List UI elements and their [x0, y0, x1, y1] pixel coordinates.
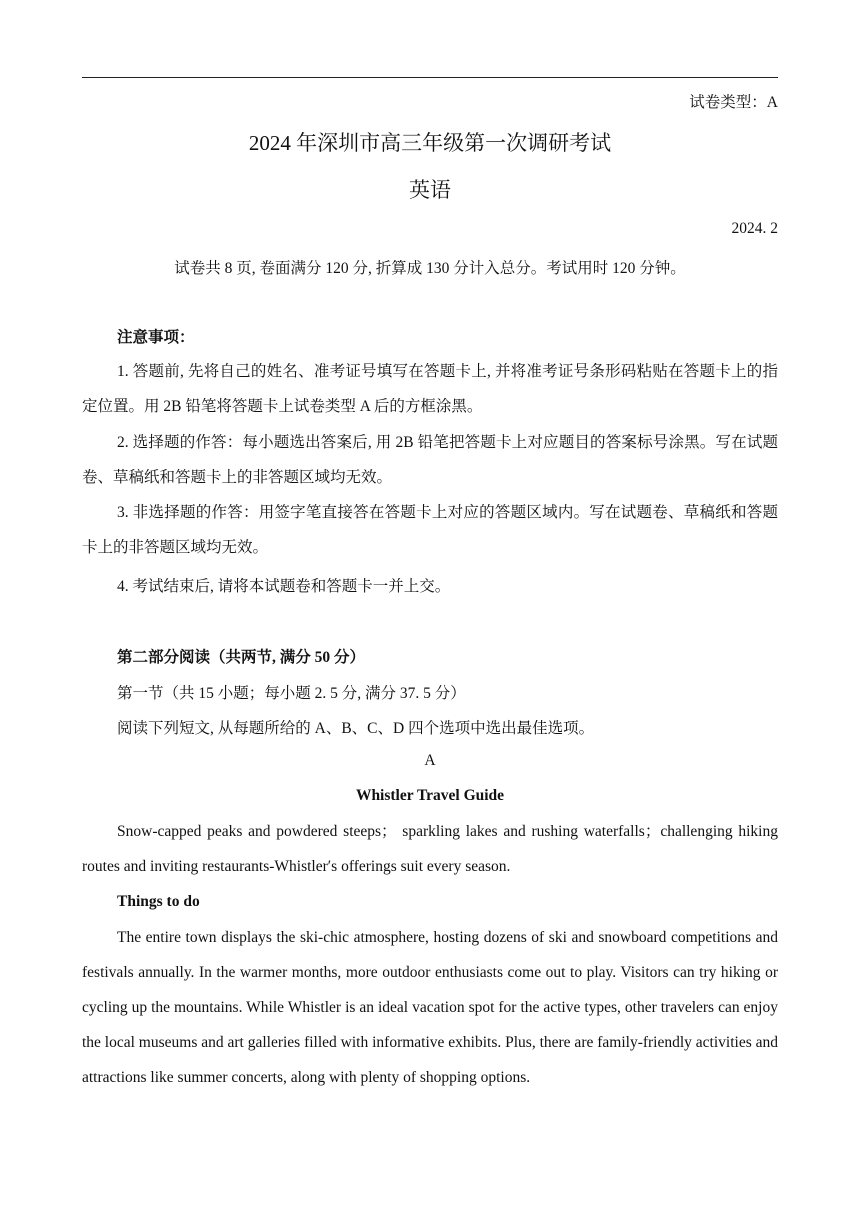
note-item-2: 2. 选择题的作答：每小题选出答案后, 用 2B 铅笔把答题卡上对应题目的答案标号涂黑。写在试题卷、草稿纸和答题卡上的非答题区域均无效。	[82, 434, 778, 486]
passage-body: The entire town displays the ski-chic atmosphere, hosting dozens of ski and snowboard competitions and festivals annually. In the warmer months, more outdoor enthusiasts come out to play. Visitors can try hiking or cycling up the mountains. While Whistler is an ideal vacation spot for the active types, other travelers can enjoy the local museums and art galleries filled with informative exhibits. Plus, there are family-friendly activities and attractions like summer concerts, along with plenty of shopping options.	[82, 929, 779, 1086]
notes-heading: 注意事项：	[117, 329, 195, 346]
header-rule	[82, 77, 778, 78]
passage-intro: Snow-capped peaks and powdered steeps； sparkling lakes and rushing waterfalls；challenging hiking routes and inviting restaurants-Whistler′s offerings suit every season.	[82, 823, 778, 875]
passage-title: Whistler Travel Guide	[355, 787, 505, 804]
exam-info: 试卷共 8 页, 卷面满分 120 分, 折算成 130 分计入总分。考试用时 120 分钟。	[174, 260, 686, 277]
subject-title: 英语	[409, 178, 451, 202]
note-item-3: 3. 非选择题的作答：用签字笔直接答在答题卡上对应的答题区域内。写在试题卷、草稿纸和答题卡上的非答题区域均无效。	[82, 504, 778, 556]
section-one-heading: 第一节（共 15 小题；每小题 2. 5 分, 满分 37. 5 分）	[117, 685, 466, 702]
passage-letter: A	[424, 752, 436, 769]
reading-instruction: 阅读下列短文, 从每题所给的 A、B、C、D 四个选项中选出最佳选项。	[117, 720, 595, 737]
paper-type-label: 试卷类型：A	[689, 94, 778, 111]
things-to-do-heading: Things to do	[117, 893, 200, 910]
note-item-4: 4. 考试结束后, 请将本试题卷和答题卡一并上交。	[117, 578, 451, 595]
exam-title: 2024 年深圳市高三年级第一次调研考试	[248, 131, 612, 155]
note-item-1: 1. 答题前, 先将自己的姓名、准考证号填写在答题卡上, 并将准考证号条形码粘贴在答题卡上的指定位置。用 2B 铅笔将答题卡上试卷类型 A 后的方框涂黑。	[82, 363, 778, 415]
exam-date: 2024. 2	[731, 220, 778, 237]
part-two-heading: 第二部分阅读（共两节, 满分 50 分）	[117, 649, 366, 666]
